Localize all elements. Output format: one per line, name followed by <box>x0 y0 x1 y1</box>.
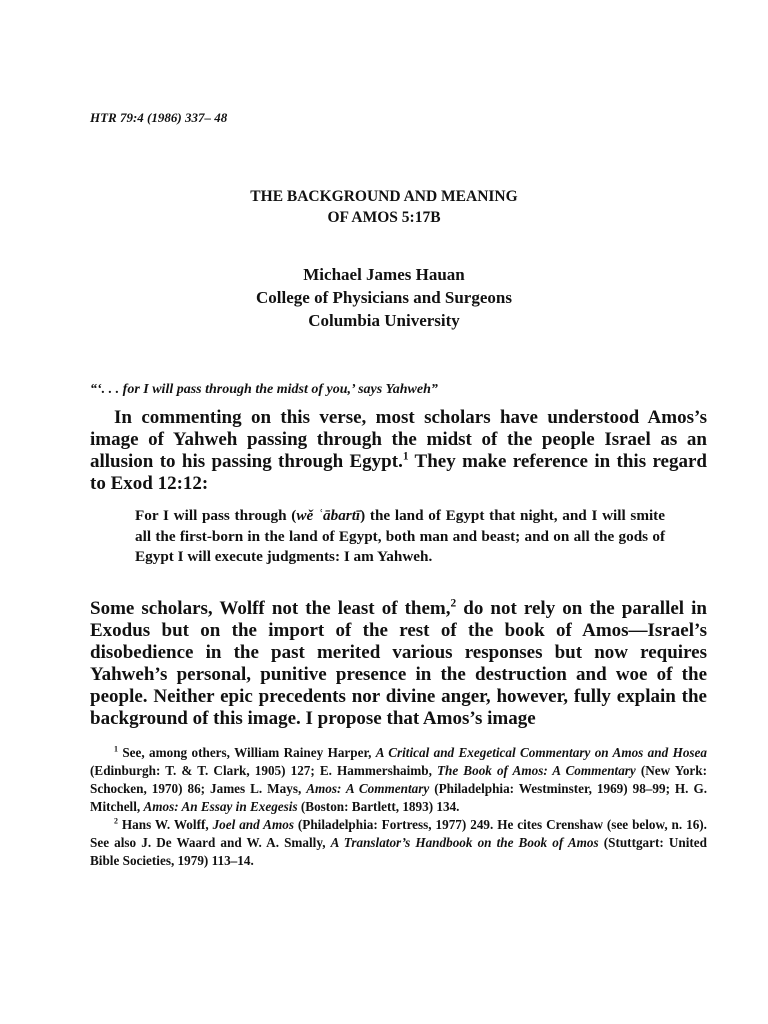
block-quote-exod <box>135 506 665 568</box>
block-quote-transliteration: wě ʿābartī <box>296 507 361 524</box>
paragraph-1-text-b: They make reference in this regard to Exod 12:12: <box>90 451 707 494</box>
epigraph: “‘. . . for I will pass through the midst of you,’ says Yahweh” <box>90 382 438 397</box>
footnote-2-text: (Philadelphia: Fortress, 1977) 249. He cites Crenshaw (see below, n. 16). See also J. De Waard and W. A. Smally, <box>90 817 707 850</box>
footnote-1-number: 1 <box>114 744 118 754</box>
author-name: Michael James Hauan <box>303 265 465 284</box>
footnote-1-text: (Boston: Bartlett, 1893) 134. <box>297 799 460 814</box>
footnote-1 <box>90 744 707 816</box>
footnote-2-title: Joel and Amos <box>212 817 294 832</box>
paragraph-2-text-a: Some scholars, Wolff not the least of them, <box>90 598 451 619</box>
footnote-1-text: (Edinburgh: T. & T. Clark, 1905) 127; E. Hammershaimb, <box>90 763 437 778</box>
footnote-1-text: (Philadelphia: Westminster, 1969) 98–99; H. G. Mitchell, <box>90 781 707 814</box>
author-block <box>0 263 768 332</box>
footnote-1-text: See, among others, William Rainey Harper, <box>117 745 376 760</box>
footnote-1-title: A Critical and Exegetical Commentary on Amos and Hosea <box>375 745 707 760</box>
journal-citation: HTR 79:4 (1986) 337– 48 <box>90 110 228 125</box>
article-title <box>0 186 768 228</box>
footnote-2-title: A Translator’s Handbook on the Book of Amos <box>330 835 599 850</box>
paragraph-1 <box>90 407 707 495</box>
footnote-1-title: Amos: A Commentary <box>306 781 430 796</box>
author-affiliation-2: Columbia University <box>308 311 460 330</box>
footnote-1-title: Amos: An Essay in Exegesis <box>143 799 298 814</box>
paragraph-2 <box>90 598 707 730</box>
block-quote-text-a: For I will pass through ( <box>135 507 297 524</box>
footnote-ref-1[interactable]: 1 <box>402 450 409 463</box>
footnote-2 <box>90 816 707 870</box>
paragraph-2-text-b: do not rely on the parallel in Exodus but on the import of the rest of the book of Amos—Israel’s disobedience in the past merited various responses but now requires Yahweh’s personal, punitive presence in the destruction and woe of the people. Neither epic precedents nor divine anger, however, fully explain the background of this image. I propose that Amos’s image <box>90 598 707 729</box>
footnote-2-text: Hans W. Wolff, <box>117 817 213 832</box>
footnote-1-title: The Book of Amos: A Commentary <box>436 763 636 778</box>
footnotes <box>90 744 707 870</box>
footnote-1-text: (New York: Schocken, 1970) 86; James L. Mays, <box>90 763 707 796</box>
author-affiliation-1: College of Physicians and Surgeons <box>256 288 512 307</box>
footnote-ref-2[interactable]: 2 <box>450 597 457 610</box>
footnote-2-text: (Stuttgart: United Bible Societies, 1979) 113–14. <box>90 835 707 868</box>
footnote-2-number: 2 <box>114 816 118 826</box>
paragraph-1-text-a: In commenting on this verse, most scholars have understood Amos’s image of Yahweh passing through the midst of the people Israel as an allusion to his passing through Egypt. <box>90 407 707 472</box>
block-quote-text-b: ) the land of Egypt that night, and I will smite all the first-born in the land of Egypt, both man and beast; and on all the gods of Egypt I will execute judgments: I am Yahweh. <box>135 507 665 565</box>
article-title-line-2: OF AMOS 5:17B <box>327 209 441 226</box>
article-title-line-1: THE BACKGROUND AND MEANING <box>250 188 518 205</box>
